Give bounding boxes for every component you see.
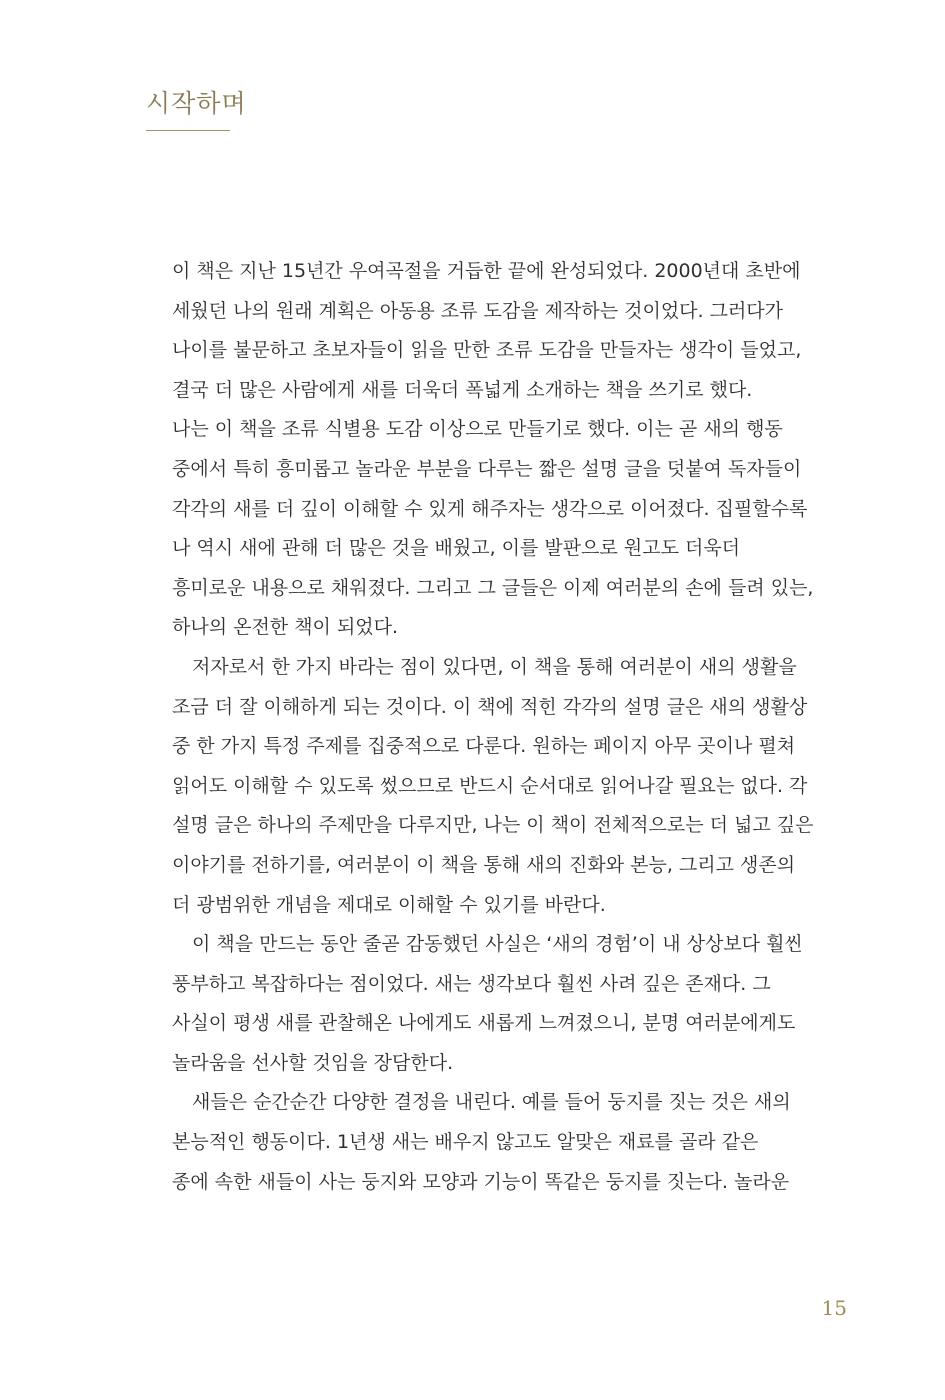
text-line: 본능적인 행동이다. 1년생 새는 배우지 않고도 알맞은 재료를 골라 같은 xyxy=(172,1131,759,1154)
text-line: 이야기를 전하기를, 여러분이 이 책을 통해 새의 진화와 본능, 그리고 생존의 xyxy=(172,853,796,876)
text-line: 설명 글은 하나의 주제만을 다루지만, 나는 이 책이 전체적으로는 더 넓고 깊은 xyxy=(172,814,814,837)
text-line: 흥미로운 내용으로 채워졌다. 그리고 그 글들은 이제 여러분의 손에 들려 있는, xyxy=(172,576,814,599)
text-line: 저자로서 한 가지 바라는 점이 있다면, 이 책을 통해 여러분이 새의 생활을 xyxy=(192,655,797,678)
text-line: 중 한 가지 특정 주제를 집중적으로 다룬다. 원하는 페이지 아무 곳이나 펼쳐 xyxy=(172,735,796,758)
body-text xyxy=(172,252,852,1202)
text-line: 이 책을 만드는 동안 줄곧 감동했던 사실은 ‘새의 경험’이 내 상상보다 훨씬 xyxy=(192,933,803,956)
text-line: 새들은 순간순간 다양한 결정을 내린다. 예를 들어 둥지를 짓는 것은 새의 xyxy=(192,1091,791,1114)
section-title: 시작하며 xyxy=(146,89,247,118)
text-line: 하나의 온전한 책이 되었다. xyxy=(172,616,399,639)
text-line: 사실이 평생 새를 관찰해온 나에게도 새롭게 느껴졌으니, 분명 여러분에게도 xyxy=(172,1012,796,1035)
text-line: 조금 더 잘 이해하게 되는 것이다. 이 책에 적힌 각각의 설명 글은 새의 생활상 xyxy=(172,695,808,718)
text-line: 종에 속한 새들이 사는 둥지와 모양과 기능이 똑같은 둥지를 짓는다. 놀라운 xyxy=(172,1170,790,1193)
text-line: 나 역시 새에 관해 더 많은 것을 배웠고, 이를 발판으로 원고도 더욱더 xyxy=(172,537,741,560)
text-line: 풍부하고 복잡하다는 점이었다. 새는 생각보다 훨씬 사려 깊은 존재다. 그 xyxy=(172,972,771,995)
text-line: 각각의 새를 더 깊이 이해할 수 있게 해주자는 생각으로 이어졌다. 집필할수록 xyxy=(172,497,808,520)
section-title-underline xyxy=(146,130,230,131)
text-line: 결국 더 많은 사람에게 새를 더욱더 폭넓게 소개하는 책을 쓰기로 했다. xyxy=(172,378,753,401)
text-line: 이 책은 지난 15년간 우여곡절을 거듭한 끝에 완성되었다. 2000년대 초반에 xyxy=(172,260,801,282)
text-line: 나는 이 책을 조류 식별용 도감 이상으로 만들기로 했다. 이는 곧 새의 행동 xyxy=(172,418,783,441)
text-line: 중에서 특히 흥미롭고 놀라운 부분을 다루는 짧은 설명 글을 덧붙여 독자들이 xyxy=(172,457,802,480)
page-number: 15 xyxy=(821,1296,847,1320)
text-line: 세웠던 나의 원래 계획은 아동용 조류 도감을 제작하는 것이었다. 그러다가 xyxy=(172,299,784,322)
section-header xyxy=(146,88,247,131)
text-line: 읽어도 이해할 수 있도록 썼으므로 반드시 순서대로 읽어나갈 필요는 없다. 각 xyxy=(172,774,808,797)
text-line: 놀라움을 선사할 것임을 장담한다. xyxy=(172,1051,454,1074)
text-line: 나이를 불문하고 초보자들이 읽을 만한 조류 도감을 만들자는 생각이 들었고, xyxy=(172,339,802,362)
text-line: 더 광범위한 개념을 제대로 이해할 수 있기를 바란다. xyxy=(172,893,606,916)
